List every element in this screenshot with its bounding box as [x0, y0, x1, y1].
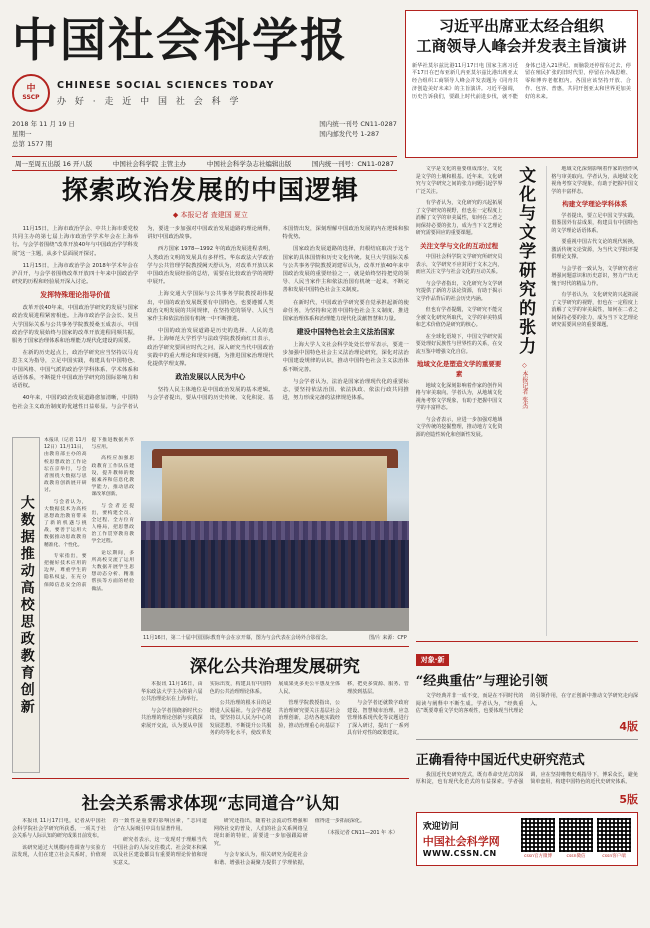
brief-2-page-ref[interactable]: 5版 [619, 792, 638, 806]
lead-para: 上海交通大学国际与公共事务学院教授胡伟提出，中国的政治发展既要有中国特色，也要遵循人类政治文明发展的共同规律，在坚持党的领导、人民当家作主和依法治国有机统一中不断推进。 [147, 291, 274, 323]
page-content [12, 166, 638, 914]
publish-date: 2018 年 11 月 19 日 [12, 120, 75, 129]
bar-right: 国内统一刊号：CN11-0287 [311, 159, 394, 168]
lead-para: 坚持人民主体地位是中国政治发展的基本逻辑。与会学者提出，要从中国的历史传统、文化积淀、基本国情出发，深刻理解中国政治发展的内在逻辑和独特优势。 [147, 226, 409, 402]
news-photo [141, 441, 409, 631]
photo-and-left-feature [12, 437, 409, 773]
right-feature-subhead: 关注文学与文化的互动过程 [420, 241, 499, 250]
top-story-box[interactable] [405, 10, 638, 158]
main-column [12, 166, 409, 914]
bottom-story-source: （本报记者 CN11—201 年 本） [324, 829, 398, 836]
lead-para: 中国的政治发展道路是历史的选择、人民的选择。上海师范大学哲学与法政学院教授商红日表示，政治学研究要回应时代之问，深入研究当代中国政治实践中的重大理论和现实问题，为推进国家治理现代化提供学理支撑。 [147, 328, 274, 368]
byline-text: 本报记者 查建国 夏立 [180, 211, 248, 219]
right-feature-para: 与会学者一致认为，文学研究者应增强问题意识和历史意识，努力产出无愧于时代的精品力作。 [551, 265, 639, 287]
photo-caption-row [141, 631, 409, 641]
right-feature-intro [416, 166, 503, 439]
mid-story-body [141, 681, 409, 773]
lead-para: 40年来，中国的政治发展道路愈加清晰，中国特色社会主义政治制度的优越性日益彰显。与会学者认为，要进一步加强对中国政治发展道路的理论阐释，讲好中国政治故事。 [12, 226, 274, 410]
right-feature-body-right [546, 166, 638, 636]
right-feature-para: 与会者表示，应进一步加强对地域文学传统的挖掘整理，推动地方文化资源的创造性转化和创新性发展。 [415, 416, 503, 438]
brief-2-para: 我国近代史研究范式，既有革命史范式的深厚积淀，也有现代化范式的有益探索。学者强调，应在坚持唯物史观指导下，博采众长，避免简单套用，构建中国特色的近代史研究体系。 [415, 771, 638, 785]
qr-code-icon [559, 818, 593, 852]
divider [416, 641, 638, 642]
divider [12, 778, 409, 779]
left-feature[interactable] [12, 437, 134, 773]
left-feature-para: 与会者认为，大数据技术为高校思想政治教育带来了新的机遇与挑战，要善于运用大数据推动思政教育精准化、个性化。 [44, 499, 87, 548]
right-feature-para: 有学者认为，文化研究的兴起拓展了文学研究的视野，但也在一定程度上消解了文学的审美属性，如何在二者之间保持必要的张力，成为当下文艺理论研究需要回应的重要课题。 [551, 292, 639, 329]
lead-subhead: 政治发展以人民为中心 [175, 373, 246, 382]
masthead [12, 10, 638, 168]
qr-code-item[interactable] [521, 818, 555, 859]
promo-line-1: 欢迎访问 [422, 822, 459, 832]
brief-1-page-ref[interactable]: 4版 [619, 719, 638, 733]
qr-caption: cssn客户端 [602, 854, 626, 859]
lead-para: 国家政治发展道路的选择，归根结底取决于这个国家的具体国情和历史文化传统。复旦大学国际关系与公共事务学院教授刘建军认为，改革开放40年来中国政治发展的重要经验之一，就是始终坚持把党的领导、人民当家作主和依法治国有机统一起来，不断完善和发展中国特色社会主义制度。 [282, 246, 409, 294]
right-feature-title-box [507, 166, 541, 636]
right-feature-byline: ◇ 本报记者 张杰 [520, 362, 528, 409]
photo-credit: 图/片 来源：CFP [369, 635, 407, 641]
brief-2[interactable] [416, 745, 638, 807]
qr-code-group [521, 818, 631, 859]
lead-para: 在新的历史起点上，政治学研究应当坚持以马克思主义为指导，立足中国实践，构建具有中国特色、中国风格、中国气派的政治学学科体系、学术体系和话语体系，不断提升中国政治学研究的国际影响力和话语权。 [12, 350, 139, 390]
sscp-logo-icon [12, 74, 50, 112]
masthead-registration-block [319, 120, 397, 149]
lead-story-byline [12, 210, 409, 220]
brief-1-para: 文学经典并非一成不变，而是在不同时代的阅读与阐释中不断生成。学者认为，“经典重估”既要尊重文学史的客观性，也要体现当代理论的引领作用，在守正创新中推动文学研究走向深入。 [415, 693, 638, 714]
bottom-story-para: 该研究通过大规模问卷调查与实验方法发现，人们在建立社会关系时，价值观的一致性是重要的影响因素，“志同道合”在人际吸引中具有显著作用。 [12, 818, 207, 858]
right-feature[interactable] [416, 166, 638, 636]
lead-para: 上海大学人文社会科学处处长曾军表示，要进一步加强中国特色社会主义法治理论研究，深化对法治中国建设规律的认识，推动中国特色社会主义法治体系不断完善。 [282, 342, 409, 373]
bottom-story-dateline: 本报讯 11月17日电，记者从中国社会科学院社会学研究所获悉，一项关于社会关系与人际认知的研究成果日前发布。 [12, 818, 106, 839]
brief-1-title[interactable]: “经典重估”与理论引领 [415, 674, 548, 689]
qr-code-icon [521, 818, 555, 852]
brief-1-label: 对象·新 [416, 654, 450, 666]
lead-story-title[interactable]: 探索政治发展的中国逻辑 [61, 176, 359, 206]
lead-para: 与会学者认为，法治是国家治理现代化的重要标志，要坚持依法治国、依法执政、依法行政共同推进，努力形成完备的法律规范体系。 [282, 378, 409, 402]
top-story-headline-line1: 习近平出席亚太经合组织 [438, 17, 604, 35]
qr-code-item[interactable] [559, 818, 593, 859]
divider [141, 646, 409, 647]
issue-number: 总第 1577 期 [12, 139, 53, 148]
divider [416, 739, 638, 740]
right-feature-para: 地域文化深刻影响着作家的创作风格与审美取向。学者认为，从地域文化视角考察文学现象，有助于把握中国文学的丰富样态。 [551, 166, 639, 195]
right-feature-para: 中国社会科学院文学研究所研究员表示，文学研究不应封闭于文本之内，而应关注文学与社会文化的互动关系。 [415, 254, 503, 276]
right-feature-para: 与会学者指出，文化研究为文学研究提供了新的方法论资源，有助于揭示文学作品背后的社会历史内涵。 [415, 280, 503, 302]
right-feature-subhead: 构建文学理论学科体系 [562, 200, 628, 208]
promo-line-2: 中国社会科学网 [422, 835, 500, 848]
lead-subhead: 建设中国特色社会主义法治国家 [296, 328, 395, 337]
logo-en-abbr: SSCP [22, 93, 40, 101]
logo-cn-char: 中 [26, 84, 36, 95]
mid-story-title[interactable]: 深化公共治理发展研究 [189, 657, 360, 677]
brief-1-body [416, 693, 638, 716]
registration-1: 国内统一刊号 CN11-0287 [319, 120, 397, 129]
bar-center-2: 中国社会科学杂志社编辑出版 [206, 159, 292, 168]
mid-story-para: 与会学者还就数字政府建设、智慧城市治理、应急管理体系现代化等议题进行了深入研讨，提出了一系列具有针对性的政策建议。 [347, 700, 409, 736]
photo-floor-shape [141, 608, 409, 631]
photo-caps-shape [141, 521, 409, 540]
bottom-story-body [12, 818, 409, 914]
bottom-story-para: 与会专家认为，相关研究为促进社会和谐、增强社会凝聚力提供了学理依据，值得进一步拓展深化。 [213, 818, 365, 866]
right-feature-body-left [416, 166, 503, 636]
masthead-identity [12, 74, 397, 112]
bar-left: 周一至周五出版 16 开八版 [15, 159, 93, 168]
right-feature-title: 文化与文学研究的张力 [515, 166, 536, 356]
lead-subhead: 发挥特殊理论指导价值 [40, 291, 111, 300]
brief-2-body [416, 772, 638, 789]
right-feature-para: 在全球化语境下，中国文学研究需要处理好民族性与世界性的关系，在交流互鉴中增强文化自信。 [415, 333, 503, 355]
mid-story-dateline: 本报讯 11月16日，由华东政法大学主办的第六届公共治理论坛在上海举行。 [141, 681, 203, 702]
right-column [416, 166, 638, 914]
masthead-left [12, 10, 397, 171]
left-feature-title: 大数据推动高校思政教育创新 [18, 494, 35, 716]
brief-1[interactable] [416, 647, 638, 734]
right-feature-para: 文学是文化的重要组成部分，文化是文学的土壤和根基。近年来，文化研究与文学研究之间的张力问题引起学界广泛关注。 [415, 166, 503, 195]
qr-caption: cssn官方微博 [523, 854, 552, 859]
photo-block[interactable] [141, 441, 409, 641]
left-feature-para: 与会者还提出，要构建全员、全过程、全方位育人格局，把思想政治工作贯穿教育教学全过程。 [91, 503, 134, 545]
qr-caption: cssn微信 [566, 854, 586, 859]
slogan: 办 好 · 走 近 中 国 社 会 科 学 [57, 96, 242, 107]
mid-story-para: 与会学者围绕新时代公共治理的理论创新与实践探索展开交流，认为要从中国实际出发，构建具有中国特色的公共治理理论体系。 [141, 681, 272, 729]
mid-story-para: 管理学院教授指出，公共治理研究要关注基层社会治理创新，总结各地实践经验，推动治理重心向基层下移，把更多资源、服务、管理放到基层。 [278, 681, 409, 729]
bottom-story-para: 研究者表示，这一发现对于理解当代中国社会的人际交往模式、社会资本积累以及社区建设都具有重要的理论价值和现实意义。 [112, 837, 207, 866]
lead-para: 11月15日，上海市政治学会 2018年学术年会在沪召开，与会学者围绕改革开放四十年来中国政治学研究的历程和经验展开深入讨论。 [12, 262, 139, 286]
masthead-meta [12, 120, 397, 149]
left-feature-title-box [12, 437, 40, 773]
mid-story-para: 公共治理的根本目的是增进人民福祉。与会学者提出，要坚持以人民为中心的发展思想，不断提升公共服务的均等化水平，使改革发展成果更多更公平惠及全体人民。 [209, 681, 341, 736]
brief-2-title[interactable]: 正确看待中国近代史研究范式 [415, 752, 585, 768]
english-name: CHINESE SOCIAL SCIENCES TODAY [57, 79, 275, 91]
right-feature-para: 要重视中国古代文论的现代转换，激活传统文论资源，为当代文学批评提供理论支撑。 [551, 239, 639, 261]
website-promo[interactable] [416, 812, 638, 866]
lead-para: 西方国家 1978—1992 年的政治发展进程表明，人类政治文明的发展具有多样性。华东政法大学政治学与公共管理学院教授阙天舒认为，对改革开放以来中国政治发展经验的总结，需要在比较政治学的视野中展开。 [147, 246, 274, 286]
left-feature-para: 论坛期间，多所高校交流了运用大数据开展学生思想动态分析、精准帮扶等方面的经验做法。 [91, 550, 134, 592]
newspaper-title: 中国社会科学报 [12, 13, 348, 67]
weekday: 星期一 [12, 130, 32, 139]
photo-and-mid-column [141, 437, 409, 773]
left-feature-para: 专家指出，要把握好技术应用的边界，尊重学生的隐私权益，在充分保障信息安全的前提下推进数据共享与应用。 [44, 438, 134, 588]
bar-center: 中国社会科学院 主管主办 [112, 159, 187, 168]
left-feature-body [44, 437, 134, 767]
promo-text [423, 819, 515, 858]
left-feature-para: 高校应加强思政教育工作队伍建设，提升教师的数据素养和信息化教学能力，推动思政课改革创新。 [91, 456, 134, 498]
right-feature-para: 学者提出，要立足中国文学实践，借鉴国外有益成果，构建具有中国特色的文学理论话语体系。 [551, 212, 639, 234]
top-story-headline-line2: 工商领导人峰会并发表主旨演讲 [416, 37, 627, 56]
byline-marker-icon: ◆ [172, 211, 179, 219]
registration-2: 国内邮发代号 1-287 [319, 130, 380, 139]
right-feature-para: 地域文化深刻影响着作家的创作风格与审美取向。学者认为，从地域文化视角考察文学现象，有助于把握中国文学的丰富样态。 [415, 382, 503, 412]
bottom-story-para: 研究还指出，随着社会流动性增强和网络社交的普及，人们的社会关系网络呈现出新的特征，需要进一步加强跟踪研究。 [213, 818, 308, 847]
top-story-body: 新华社莫尔兹比港11月17日电 国家主席习近平17日在巴布亚新几内亚莫尔兹比港出席亚太经合组织工商领导人峰会并发表题为《同舟共济创造美好未来》的主旨演讲。习近平强调，历史告诉我们，要跟上时代前进步伐，就不能身体已进入21世纪，而脑袋还停留在过去，停留在殖民扩张的旧时代里，停留在冷战思维、零和博弈老框框内。各国应该坚持开放、合作、包容、普惠，共同开创亚太和世界更加美好的未来。 [411, 62, 631, 100]
qr-code-item[interactable] [597, 818, 631, 859]
photo-caption: 11月16日，第二十届中国国际教育年会在京开幕，图为与会代表在会场外合影留念。 [143, 635, 331, 641]
masthead-english-block [57, 80, 275, 107]
right-feature-para: 有学者认为，文化研究的兴起拓展了文学研究的视野，但也在一定程度上消解了文学的审美属性，如何在二者之间保持必要的张力，成为当下文艺理论研究需要回应的重要课题。 [415, 200, 503, 236]
qr-code-icon [597, 818, 631, 852]
bottom-story-title[interactable]: 社会关系需求体现“志同道合”认知 [81, 794, 340, 814]
masthead-bar [12, 156, 397, 171]
right-feature-subhead: 地域文化是塑造文学的重要要素 [416, 360, 502, 378]
right-feature-para: 但也有学者提醒，文学研究不能完全被文化研究所取代，文学的审美特质和艺术价值仍是研究的核心。 [415, 307, 503, 329]
lead-para: 11月15日，上海市政治学会、中共上海市委党校共同主办的第七届上海市政治学学术年会在上海举行。与会学者围绕“改革开放40年与中国政治学学科发展”这一主题，从多个层面展开探讨。 [12, 226, 139, 257]
lead-para: 在新时代，中国政治学研究要自觉承担起新的使命任务，为坚持和完善中国特色社会主义制度、推进国家治理体系和治理能力现代化贡献智慧和力量。 [282, 299, 409, 323]
right-feature-continued [551, 166, 638, 330]
lead-para: 改革开放40年来，中国政治学研究的发展与国家政治发展进程紧密相连。上海市政治学会会长、复旦大学国际关系与公共事务学院教授桑玉成表示，中国政治学的发展始终与国家的改革开放进程同频共振，服务于国家治理体系和治理能力现代化建设的需要。 [12, 305, 139, 345]
masthead-date-block [12, 120, 75, 149]
promo-line-3: WWW.CSSN.CN [422, 849, 497, 858]
lead-story-body [12, 225, 409, 437]
left-feature-dateline: 本报讯（记者 11月12日）11月11日，由教育部主办的高校思想政治工作论坛在京举行，与会者围绕大数据与思政教育创新展开研讨。 [44, 438, 87, 494]
photo-building-shape [162, 456, 387, 525]
